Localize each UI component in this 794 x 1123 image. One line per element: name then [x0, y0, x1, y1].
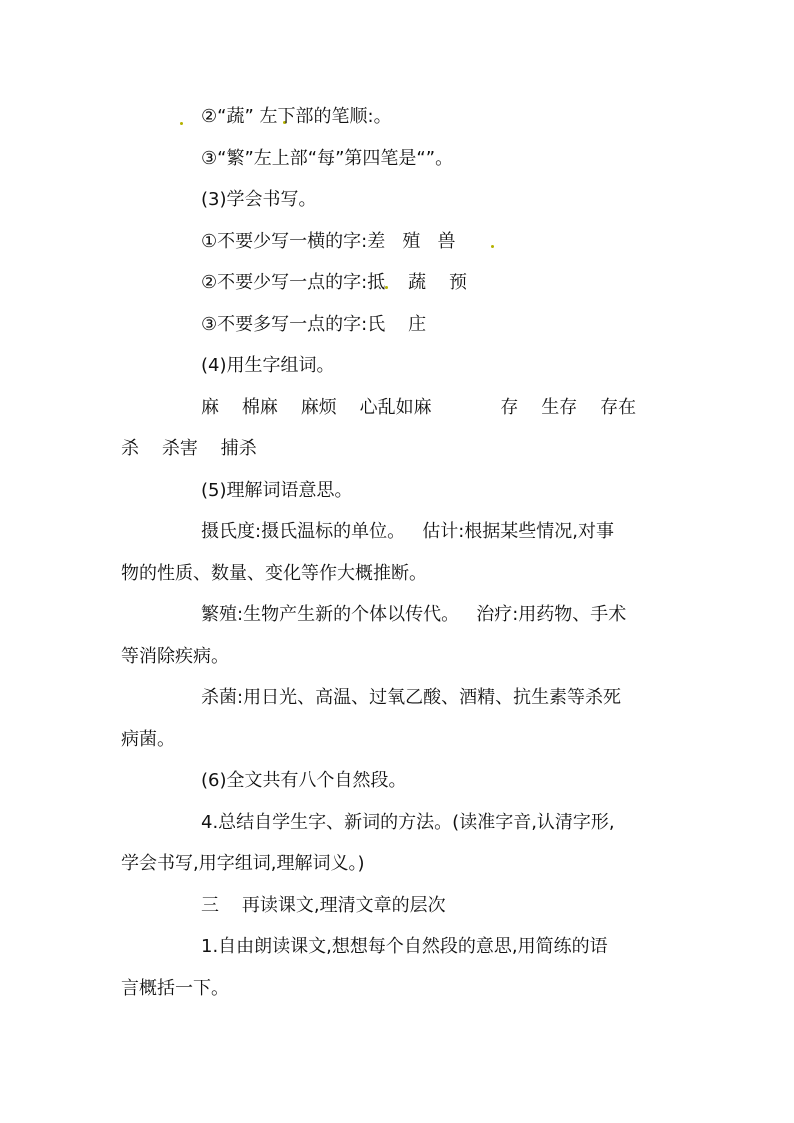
- text-line: 病菌。: [121, 728, 175, 750]
- text-line: 杀菌:用日光、高温、过氧乙酸、酒精、抗生素等杀死: [201, 687, 622, 708]
- document-body: [121, 96, 676, 1009]
- text-line: 杀 杀害 捕杀: [121, 438, 257, 459]
- text-line: 物的性质、数量、变化等作大概推断。: [121, 562, 427, 584]
- text-line: (6)全文共有八个自然段。: [201, 770, 407, 791]
- text-line: ②不要少写一点的字:抵 蔬 预: [201, 272, 467, 293]
- text-line: ③“繁”左上部“每”第四笔是“”。: [201, 147, 454, 169]
- text-line: 言概括一下。: [121, 977, 229, 999]
- text-line: (3)学会书写。: [201, 189, 317, 210]
- text-line: (5)理解词语意思。: [201, 479, 353, 501]
- text-line: ①不要少写一横的字:差 殖 兽: [201, 230, 456, 252]
- text-line: 繁殖:生物产生新的个体以传代。 治疗:用药物、手术: [201, 604, 627, 625]
- text-line: 等消除疾病。: [121, 645, 229, 667]
- text-line: ②“蔬” 左下部的笔顺:。: [201, 106, 392, 127]
- text-line: (4)用生字组词。: [201, 355, 335, 376]
- text-line: 三 再读课文,理清文章的层次: [201, 894, 446, 916]
- text-line: ③不要多写一点的字:氏 庄: [201, 313, 427, 335]
- text-line: 摄氏度:摄氏温标的单位。 估计:根据某些情况,对事: [201, 521, 615, 542]
- text-line: 1.自由朗读课文,想想每个自然段的意思,用简练的语: [201, 936, 608, 957]
- text-line: 学会书写,用字组词,理解词义。): [121, 853, 365, 874]
- text-line: 麻 棉麻 麻烦 心乱如麻 存 生存 存在: [201, 396, 637, 418]
- text-line: 4.总结自学生字、新词的方法。(读准字音,认清字形,: [201, 811, 615, 833]
